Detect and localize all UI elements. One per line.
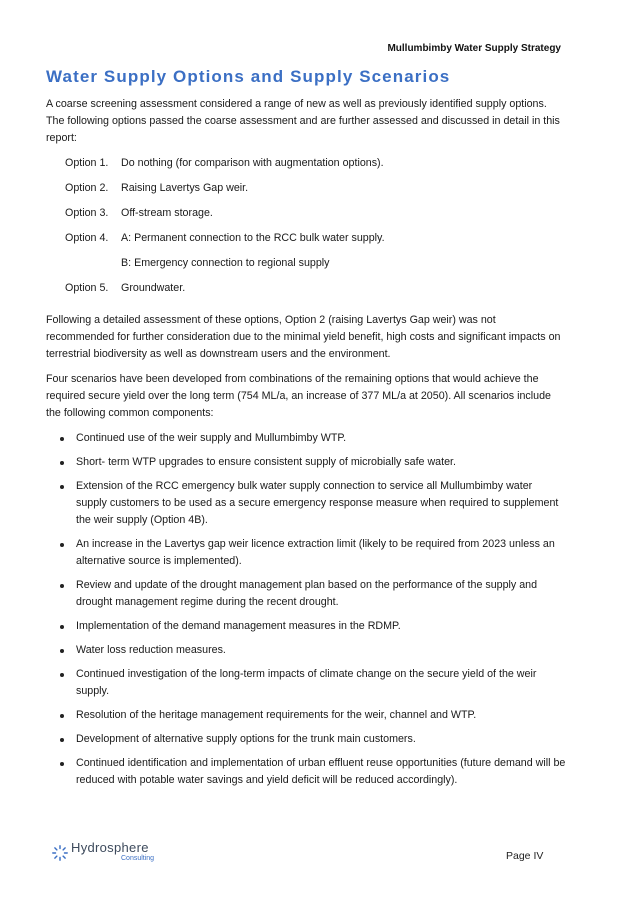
option-number: Option 1.: [65, 157, 109, 169]
option-text: Do nothing (for comparison with augmentation options).: [121, 157, 384, 169]
option-item: [46, 180, 566, 205]
list-item: Continued identification and implementation of urban effluent reuse opportunities (future demand will be reduced with potable water savings and yield deficit will be reduced accordingly).: [46, 755, 566, 789]
list-item: Extension of the RCC emergency bulk water supply connection to service all Mullumbimby water supply customers to be used as a secure emergency response measure when required to supplement the weir supply (Option 4B).: [46, 478, 566, 529]
list-item: Continued use of the weir supply and Mullumbimby WTP.: [46, 430, 566, 447]
section-title: Water Supply Options and Supply Scenarios: [46, 67, 451, 86]
page-body: [46, 96, 566, 796]
bullet-icon: [60, 649, 64, 653]
bullet-icon: [60, 762, 64, 766]
assessment-paragraph: Following a detailed assessment of these options, Option 2 (raising Lavertys Gap weir) was not recommended for further consideration due to the minimal yield benefit, high costs and significant impacts on terrestrial biodiversity as well as downstream users and the environment.: [46, 314, 561, 360]
list-item: Continued investigation of the long-term impacts of climate change on the secure yield of the weir supply.: [46, 666, 566, 700]
list-item: Implementation of the demand management measures in the RDMP.: [46, 618, 566, 635]
bullet-icon: [60, 485, 64, 489]
bullet-icon: [60, 738, 64, 742]
page-number: Page IV: [506, 850, 544, 862]
list-item: Development of alternative supply options for the trunk main customers.: [46, 731, 566, 748]
bullet-icon: [60, 437, 64, 441]
bullet-icon: [60, 584, 64, 588]
bullet-icon: [60, 461, 64, 465]
option-text: Raising Lavertys Gap weir.: [121, 182, 249, 194]
list-item: Resolution of the heritage management requirements for the weir, channel and WTP.: [46, 707, 566, 724]
option-item: [46, 230, 566, 255]
components-list: [46, 430, 566, 789]
option-text: Groundwater.: [121, 282, 186, 294]
option-item: [46, 205, 566, 230]
options-list: [46, 155, 566, 305]
list-item: Review and update of the drought management plan based on the performance of the supply and drought management regime during the recent drought.: [46, 577, 566, 611]
intro-paragraph: A coarse screening assessment considered a range of new as well as previously identified supply options. The following options passed the coarse assessment and are further assessed and discussed in detail in this report:: [46, 98, 560, 144]
logo-wordmark: [71, 842, 154, 864]
option-subitem: [46, 255, 566, 280]
option-text: Off-stream storage.: [121, 207, 213, 219]
option-text: A: Permanent connection to the RCC bulk water supply.: [121, 232, 385, 244]
company-logo: [51, 842, 154, 864]
option-number: Option 3.: [65, 207, 109, 219]
scenarios-paragraph: Four scenarios have been developed from combinations of the remaining options that would achieve the required secure yield over the long term (754 ML/a, an increase of 377 ML/a at 2050). All scenarios include the following common components:: [46, 373, 551, 419]
running-header: Mullumbimby Water Supply Strategy: [387, 43, 561, 54]
bullet-icon: [60, 543, 64, 547]
option-text: B: Emergency connection to regional supply: [121, 257, 330, 269]
option-item: [46, 280, 566, 305]
logo-name: Hydrosphere: [71, 840, 149, 855]
list-item: Water loss reduction measures.: [46, 642, 566, 659]
option-number: Option 4.: [65, 232, 109, 244]
list-item: Short- term WTP upgrades to ensure consistent supply of microbially safe water.: [46, 454, 566, 471]
list-item: An increase in the Lavertys gap weir licence extraction limit (likely to be required from 2023 unless an alternative source is implemented).: [46, 536, 566, 570]
bullet-icon: [60, 673, 64, 677]
option-number: Option 2.: [65, 182, 109, 194]
bullet-icon: [60, 625, 64, 629]
bullet-icon: [60, 714, 64, 718]
option-item: [46, 155, 566, 180]
option-number: Option 5.: [65, 282, 109, 294]
logo-subtitle: Consulting: [121, 855, 155, 862]
hydrosphere-swirl-logo-icon: [51, 844, 69, 862]
